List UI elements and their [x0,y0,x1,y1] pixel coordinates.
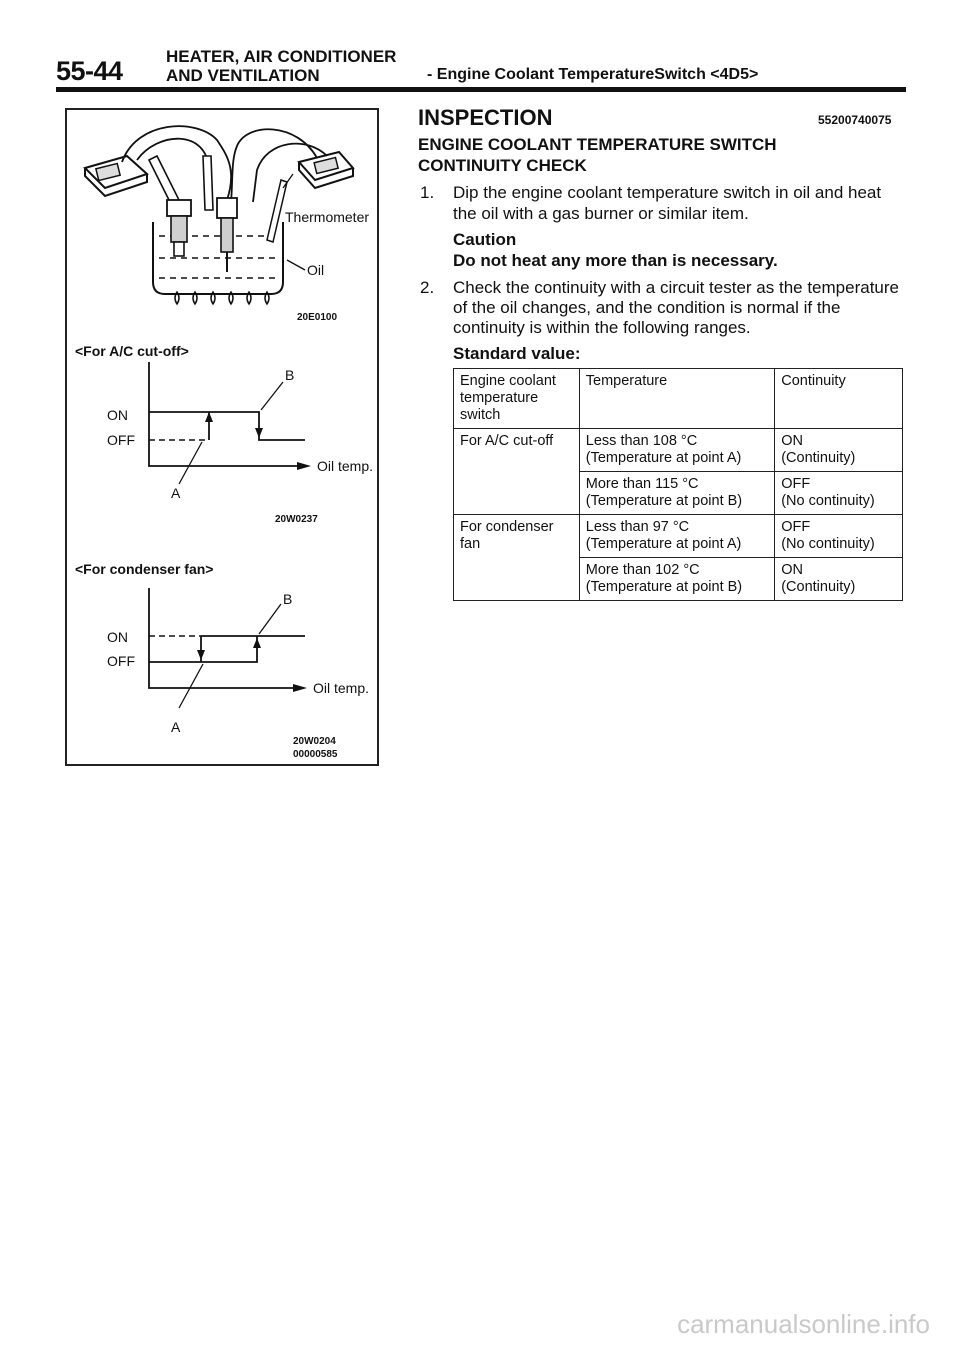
header-continuity: Continuity [775,369,903,429]
ac-point-b: B [285,367,295,383]
step1-number: 1. [420,183,435,202]
continuity-cell [775,472,903,515]
continuity-note: (No continuity) [781,493,875,509]
temp-value: More than 102 °C [585,562,700,578]
tester-right-icon [299,152,353,188]
temp-point: (Temperature at point B) [585,579,743,595]
step2-line3: continuity is within the following ranges. [453,318,751,337]
cond-off-label: OFF [107,653,135,669]
step2-line2: of the oil changes, and the condition is normal if the [453,298,841,317]
ac-on-label: ON [107,407,128,423]
condenser-cell [454,515,580,601]
caution-heading: Caution [453,230,517,249]
step2-number: 2. [420,278,435,297]
continuity-note: (Continuity) [781,450,856,466]
spec-table [453,368,903,601]
tester-left-icon [85,156,147,196]
temp-value: Less than 108 °C [585,433,698,449]
step2-line1: Check the continuity with a circuit tester as the temperature [453,278,899,297]
figure-illustrations [67,110,377,764]
fig3-code2: 00000585 [293,749,338,760]
continuity-cell [775,515,903,558]
continuity-value: OFF [781,519,811,535]
continuity-cell [775,558,903,601]
temp-value: More than 115 °C [585,476,699,492]
inspection-code: 55200740075 [818,113,892,127]
thermometer-label: Thermometer [285,209,370,225]
caution-text: Do not heat any more than is necessary. [453,251,778,270]
inspection-heading: INSPECTION [418,105,553,130]
oil-label: Oil [307,262,325,278]
header-rule [56,87,906,92]
temp-value: Less than 97 °C [585,519,690,535]
table-header-row [454,369,903,429]
section-title-line2: AND VENTILATION [166,66,320,85]
page-subtitle: - Engine Coolant TemperatureSwitch <4D5> [427,66,759,83]
header-switch-l3: switch [460,407,501,423]
watermark: carmanualsonline.info [677,1309,930,1339]
ac-point-a: A [171,485,181,501]
condenser-l2: fan [460,536,481,552]
temp-point: (Temperature at point A) [585,450,742,466]
continuity-value: ON [781,562,803,578]
header-temperature: Temperature [579,369,774,429]
continuity-value: OFF [781,476,811,492]
section-title-line1: HEATER, AIR CONDITIONER [166,47,397,66]
temp-cell [579,558,774,601]
ac-oil-temp-label: Oil temp. [317,458,374,474]
check-title-line2: CONTINUITY CHECK [418,156,587,175]
continuity-cell [775,429,903,472]
page-number: 55-44 [56,56,123,86]
fig1-code: 20E0100 [297,312,338,323]
continuity-note: (No continuity) [781,536,875,552]
temp-cell [579,429,774,472]
continuity-value: ON [781,433,803,449]
step1-line1: Dip the engine coolant temperature switch in oil and heat [453,183,882,202]
fig3-code: 20W0204 [293,736,336,747]
cond-on-label: ON [107,629,128,645]
header-switch-l1: Engine coolant [460,373,556,389]
cond-point-b: B [283,591,293,607]
table-row [454,515,903,558]
fig2-code: 20W0237 [275,514,318,525]
table-row [454,429,903,472]
figure-panel [65,108,379,766]
condenser-l1: For condenser [460,519,554,535]
temp-point: (Temperature at point A) [585,536,742,552]
condenser-title: <For condenser fan> [75,561,214,577]
temp-cell [579,472,774,515]
cond-oil-temp-label: Oil temp. [313,680,370,696]
step1-line2: the oil with a gas burner or similar item. [453,204,749,223]
continuity-note: (Continuity) [781,579,856,595]
ac-cutoff-title: <For A/C cut-off> [75,343,189,359]
temp-point: (Temperature at point B) [585,493,743,509]
cond-point-a: A [171,719,181,735]
header-switch-l2: temperature [460,390,539,406]
check-title-line1: ENGINE COOLANT TEMPERATURE SWITCH [418,135,777,154]
ac-off-label: OFF [107,432,135,448]
ac-cutoff-cell: For A/C cut-off [454,429,580,515]
temp-cell [579,515,774,558]
header-switch [454,369,580,429]
standard-value-label: Standard value: [453,344,581,363]
